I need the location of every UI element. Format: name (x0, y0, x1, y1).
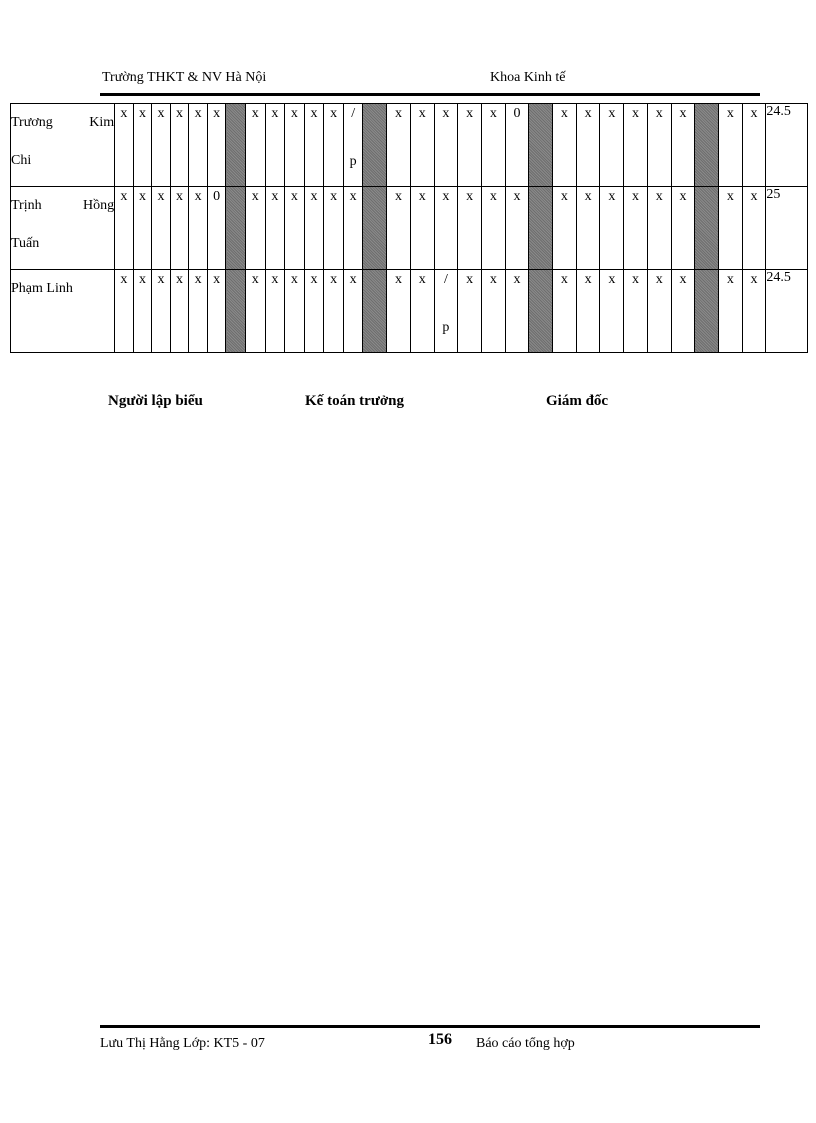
attendance-mark: x (395, 106, 402, 121)
attendance-cell (324, 187, 344, 270)
attendance-cell (434, 187, 458, 270)
attendance-cell (189, 270, 208, 353)
attendance-mark: x (138, 272, 146, 287)
attendance-mark: x (395, 189, 402, 204)
attendance-mark: x (442, 189, 450, 204)
attendance-mark: x (726, 189, 734, 204)
attendance-mark: x (138, 189, 146, 204)
attendance-mark: x (330, 272, 338, 287)
attendance-cell (647, 187, 671, 270)
attendance-mark: x (584, 189, 592, 204)
attendance-mark: x (679, 106, 687, 121)
attendance-cell (742, 187, 766, 270)
attendance-cell (481, 270, 505, 353)
attendance-mark: x (330, 106, 338, 121)
attendance-cell (671, 270, 695, 353)
weekend-cell (695, 104, 719, 187)
attendance-mark: x (271, 106, 279, 121)
attendance-mark: x (489, 272, 497, 287)
signature-director: Giám đốc (546, 393, 609, 409)
attendance-mark: x (176, 272, 184, 287)
attendance-cell (304, 187, 324, 270)
attendance-mark: x (290, 272, 298, 287)
attendance-mark: 0 (213, 189, 221, 204)
attendance-cell (410, 104, 434, 187)
attendance-cell (624, 187, 648, 270)
footer-report: Báo cáo tổng hợp (476, 1036, 575, 1051)
weekend-cell (695, 270, 719, 353)
attendance-mark: x (157, 106, 165, 121)
employee-name-line2 (11, 308, 114, 346)
attendance-mark: x (395, 272, 402, 287)
attendance-mark: x (310, 106, 318, 121)
weekend-cell (529, 187, 553, 270)
attendance-cell (742, 104, 766, 187)
attendance-mark: x (655, 272, 663, 287)
attendance-cell (600, 270, 624, 353)
attendance-mark: x (608, 106, 616, 121)
attendance-mark: x (679, 272, 687, 287)
attendance-cell (719, 270, 743, 353)
attendance-mark: x (120, 106, 128, 121)
total-days: 24.5 (766, 270, 808, 353)
table-row (11, 104, 808, 187)
attendance-cell (387, 187, 411, 270)
employee-name-line1: Trương Kim (11, 115, 115, 130)
attendance-cell (245, 270, 265, 353)
attendance-cell (553, 187, 577, 270)
attendance-cell (207, 187, 226, 270)
signature-chief-accountant: Kế toán trưởng (305, 393, 404, 409)
attendance-mark: 0 (513, 106, 521, 121)
attendance-cell (245, 104, 265, 187)
attendance-cell (152, 104, 171, 187)
attendance-cell (245, 187, 265, 270)
attendance-cell (671, 104, 695, 187)
page-number: 156 (428, 1031, 452, 1048)
attendance-cell (647, 104, 671, 187)
attendance-mark: x (349, 189, 357, 204)
attendance-mark: x (560, 272, 568, 287)
attendance-cell (553, 270, 577, 353)
attendance-mark: x (632, 272, 640, 287)
attendance-cell (600, 187, 624, 270)
footer-divider (100, 1025, 760, 1028)
attendance-cell (505, 104, 529, 187)
attendance-cell (458, 270, 482, 353)
attendance-cell (576, 187, 600, 270)
attendance-mark: x (726, 272, 734, 287)
employee-name-line1: Phạm Linh (11, 281, 73, 296)
header-school: Trường THKT & NV Hà Nội (102, 70, 267, 85)
attendance-mark: x (726, 106, 734, 121)
attendance-cell (115, 270, 134, 353)
attendance-mark: x (271, 189, 279, 204)
attendance-mark: x (251, 106, 259, 121)
table-row (11, 187, 808, 270)
attendance-mark: x (632, 106, 640, 121)
attendance-cell (600, 104, 624, 187)
employee-name-line2: Tuấn (11, 236, 40, 251)
attendance-cell (207, 104, 226, 187)
employee-name (11, 104, 115, 187)
table-row (11, 270, 808, 353)
attendance-mark: x (290, 189, 298, 204)
attendance-cell (387, 104, 411, 187)
header-faculty: Khoa Kinh tế (490, 70, 566, 85)
attendance-mark: x (750, 106, 758, 121)
attendance-cell (115, 187, 134, 270)
attendance-mark: x (655, 106, 663, 121)
total-days: 25 (766, 187, 808, 270)
attendance-mark: x (489, 189, 497, 204)
footer-author: Lưu Thị Hằng Lớp: KT5 - 07 (100, 1036, 265, 1051)
attendance-mark: x (679, 189, 687, 204)
total-days: 24.5 (766, 104, 808, 187)
attendance-cell (343, 270, 363, 353)
attendance-cell (719, 104, 743, 187)
attendance-mark: x (418, 106, 426, 121)
attendance-mark: x (442, 106, 450, 121)
attendance-mark: x (655, 189, 663, 204)
attendance-cell (133, 270, 152, 353)
attendance-cell (304, 104, 324, 187)
attendance-mark: x (418, 189, 426, 204)
attendance-cell (133, 187, 152, 270)
attendance-cell (265, 104, 285, 187)
attendance-cell (624, 270, 648, 353)
attendance-cell (152, 187, 171, 270)
attendance-cell (189, 187, 208, 270)
weekend-cell (226, 187, 246, 270)
attendance-cell (170, 270, 189, 353)
attendance-sub-mark: p (442, 320, 450, 335)
attendance-mark: x (584, 272, 592, 287)
attendance-cell (434, 270, 458, 353)
attendance-cell (285, 104, 305, 187)
attendance-mark: x (560, 189, 568, 204)
attendance-mark: x (608, 272, 616, 287)
attendance-mark: x (466, 272, 474, 287)
attendance-cell (719, 187, 743, 270)
attendance-cell (576, 104, 600, 187)
attendance-mark: x (194, 272, 202, 287)
weekend-cell (226, 104, 246, 187)
attendance-cell (152, 270, 171, 353)
attendance-mark: x (213, 106, 221, 121)
attendance-mark: x (176, 189, 184, 204)
attendance-cell (387, 270, 411, 353)
weekend-cell (226, 270, 246, 353)
attendance-cell (304, 270, 324, 353)
attendance-cell (207, 270, 226, 353)
attendance-mark: x (608, 189, 616, 204)
attendance-cell (553, 104, 577, 187)
attendance-cell (265, 187, 285, 270)
attendance-mark: x (194, 189, 202, 204)
attendance-mark: x (120, 272, 128, 287)
attendance-cell (647, 270, 671, 353)
attendance-mark: / (351, 106, 356, 121)
attendance-mark: x (513, 272, 521, 287)
employee-name-line2: Chi (11, 153, 32, 168)
attendance-mark: x (157, 272, 165, 287)
attendance-cell (285, 187, 305, 270)
weekend-cell (363, 104, 387, 187)
attendance-mark: x (632, 189, 640, 204)
attendance-mark: x (310, 272, 318, 287)
attendance-cell (189, 104, 208, 187)
attendance-mark: x (560, 106, 568, 121)
attendance-cell (115, 104, 134, 187)
attendance-table (10, 103, 808, 353)
attendance-mark: / (443, 272, 448, 287)
attendance-mark: x (349, 272, 357, 287)
weekend-cell (529, 270, 553, 353)
weekend-cell (363, 270, 387, 353)
attendance-cell (458, 104, 482, 187)
attendance-mark: x (750, 272, 758, 287)
weekend-cell (363, 187, 387, 270)
attendance-cell (133, 104, 152, 187)
attendance-cell (481, 104, 505, 187)
header-divider (100, 93, 760, 96)
attendance-cell (324, 270, 344, 353)
attendance-cell (742, 270, 766, 353)
attendance-mark: x (157, 189, 165, 204)
attendance-cell (343, 187, 363, 270)
attendance-cell (576, 270, 600, 353)
attendance-cell (265, 270, 285, 353)
attendance-cell (458, 187, 482, 270)
attendance-mark: x (271, 272, 279, 287)
attendance-mark: x (120, 189, 128, 204)
attendance-cell (285, 270, 305, 353)
signature-preparer: Người lập biểu (108, 393, 203, 409)
attendance-mark: x (466, 106, 474, 121)
attendance-mark: x (584, 106, 592, 121)
employee-name (11, 270, 115, 353)
attendance-mark: x (750, 189, 758, 204)
attendance-mark: x (310, 189, 318, 204)
attendance-cell (434, 104, 458, 187)
attendance-mark: x (489, 106, 497, 121)
attendance-mark: x (251, 189, 259, 204)
employee-name-line1: Trịnh Hồng (11, 198, 115, 213)
attendance-mark: x (213, 272, 221, 287)
attendance-sub-mark: p (349, 154, 357, 169)
attendance-mark: x (418, 272, 426, 287)
attendance-cell (324, 104, 344, 187)
attendance-mark: x (330, 189, 338, 204)
attendance-cell (410, 187, 434, 270)
attendance-mark: x (466, 189, 474, 204)
attendance-mark: x (138, 106, 146, 121)
attendance-cell (505, 187, 529, 270)
attendance-cell (624, 104, 648, 187)
attendance-cell (505, 270, 529, 353)
attendance-cell (170, 104, 189, 187)
weekend-cell (529, 104, 553, 187)
attendance-cell (671, 187, 695, 270)
attendance-mark: x (176, 106, 184, 121)
attendance-mark: x (290, 106, 298, 121)
attendance-mark: x (194, 106, 202, 121)
employee-name (11, 187, 115, 270)
attendance-mark: x (513, 189, 521, 204)
attendance-cell (481, 187, 505, 270)
attendance-mark: x (251, 272, 259, 287)
weekend-cell (695, 187, 719, 270)
attendance-cell (343, 104, 363, 187)
attendance-cell (170, 187, 189, 270)
attendance-cell (410, 270, 434, 353)
